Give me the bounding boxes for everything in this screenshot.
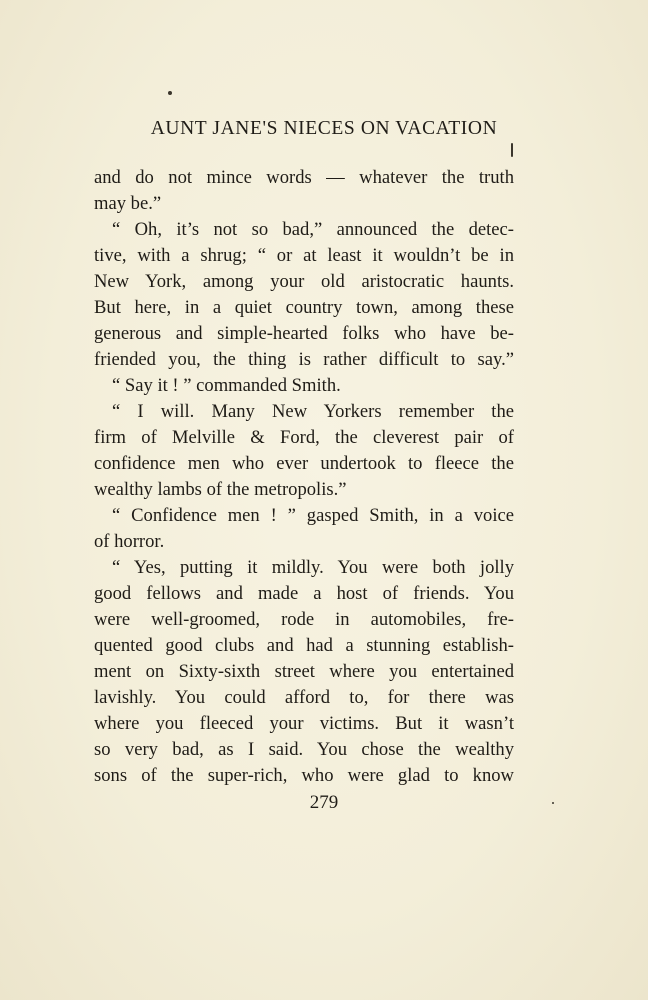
text-line: where you fleeced your victims. But it wasn’t [94, 713, 514, 734]
text-line: “ Oh, it’s not so bad,” announced the detec- [112, 219, 514, 240]
text-line: were well-groomed, rode in automobiles, fre- [94, 609, 514, 630]
text-line: wealthy lambs of the metropolis.” [94, 479, 347, 500]
running-head: AUNT JANE'S NIECES ON VACATION [150, 118, 498, 139]
text-line: lavishly. You could afford to, for there was [94, 687, 514, 708]
ink-speck [168, 91, 172, 95]
text-line: of horror. [94, 531, 165, 552]
text-line: good fellows and made a host of friends. You [94, 583, 514, 604]
text-line: confidence men who ever undertook to fleece the [94, 453, 514, 474]
text-line: “ I will. Many New Yorkers remember the [112, 401, 514, 422]
page-body-text [94, 165, 514, 789]
text-line: and do not mince words — whatever the truth [94, 167, 514, 188]
text-line: “ Confidence men ! ” gasped Smith, in a voice [112, 505, 514, 526]
text-line: New York, among your old aristocratic haunts. [94, 271, 514, 292]
text-line: may be.” [94, 193, 162, 214]
text-line: generous and simple-hearted folks who have be- [94, 323, 514, 344]
text-line: quented good clubs and had a stunning establish- [94, 635, 514, 656]
page-number: 279 [309, 792, 339, 813]
text-line: ment on Sixty-sixth street where you entertained [94, 661, 514, 682]
text-line: tive, with a shrug; “ or at least it wouldn’t be in [94, 245, 514, 266]
text-line: sons of the super-rich, who were glad to know [94, 765, 514, 786]
text-line: firm of Melville & Ford, the cleverest pair of [94, 427, 514, 448]
text-line: friended you, the thing is rather difficult to say.” [94, 349, 514, 370]
text-line: “ Yes, putting it mildly. You were both jolly [112, 557, 514, 578]
ink-mark [511, 143, 513, 157]
text-line: But here, in a quiet country town, among these [94, 297, 514, 318]
text-line: “ Say it ! ” commanded Smith. [112, 375, 341, 396]
text-line: so very bad, as I said. You chose the wealthy [94, 739, 514, 760]
